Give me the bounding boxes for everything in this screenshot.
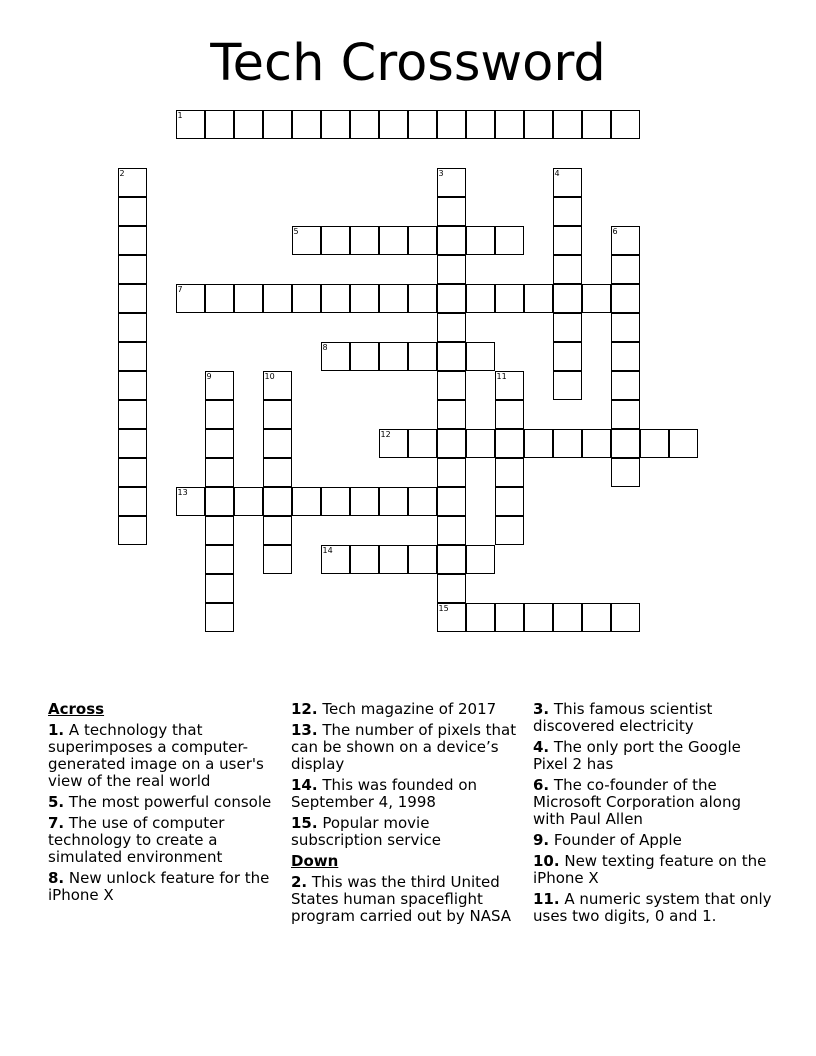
grid-cell[interactable]	[263, 371, 292, 400]
clue-down-6	[533, 777, 773, 828]
grid-cell[interactable]	[495, 400, 524, 429]
grid-cell[interactable]	[553, 168, 582, 197]
grid-cell[interactable]	[350, 284, 379, 313]
grid-cell[interactable]	[234, 284, 263, 313]
grid-cell[interactable]	[350, 110, 379, 139]
grid-cell[interactable]	[350, 226, 379, 255]
grid-cell[interactable]	[263, 516, 292, 545]
cell-number: 2	[119, 168, 125, 178]
grid-cell[interactable]	[176, 487, 205, 516]
grid-cell[interactable]	[118, 342, 147, 371]
grid-cell[interactable]	[553, 371, 582, 400]
clue-across-15	[291, 815, 517, 849]
grid-cell[interactable]	[437, 342, 466, 371]
grid-cell[interactable]	[437, 168, 466, 197]
clue-text: The use of computer technology to create a simulated environment	[48, 814, 225, 866]
clue-number: 14.	[291, 776, 318, 794]
grid-cell[interactable]	[408, 226, 437, 255]
clue-text: The most powerful console	[68, 793, 272, 811]
grid-cell[interactable]	[669, 429, 698, 458]
grid-cell[interactable]	[466, 429, 495, 458]
clues-column-2	[291, 701, 517, 929]
grid-cell[interactable]	[118, 197, 147, 226]
grid-cell[interactable]	[611, 400, 640, 429]
clue-down-3	[533, 701, 773, 735]
grid-cell[interactable]	[263, 487, 292, 516]
grid-cell[interactable]	[495, 458, 524, 487]
grid-cell[interactable]	[263, 400, 292, 429]
grid-cell[interactable]	[495, 429, 524, 458]
grid-cell[interactable]	[611, 255, 640, 284]
grid-cell[interactable]	[379, 545, 408, 574]
grid-cell[interactable]	[321, 545, 350, 574]
grid-cell[interactable]	[495, 603, 524, 632]
grid-cell[interactable]	[292, 284, 321, 313]
grid-cell[interactable]	[553, 429, 582, 458]
grid-cell[interactable]	[408, 487, 437, 516]
grid-cell[interactable]	[321, 284, 350, 313]
grid-cell[interactable]	[553, 284, 582, 313]
clue-text: The only port the Google Pixel 2 has	[533, 738, 741, 773]
grid-cell[interactable]	[437, 313, 466, 342]
clue-down-11	[533, 891, 773, 925]
clue-across-7	[48, 815, 274, 866]
cell-number: 14	[322, 545, 333, 555]
grid-cell[interactable]	[437, 545, 466, 574]
grid-cell[interactable]	[611, 429, 640, 458]
grid-cell[interactable]	[437, 110, 466, 139]
grid-cell[interactable]	[553, 110, 582, 139]
grid-cell[interactable]	[176, 110, 205, 139]
grid-cell[interactable]	[118, 429, 147, 458]
grid-cell[interactable]	[205, 284, 234, 313]
grid-cell[interactable]	[350, 342, 379, 371]
grid-cell[interactable]	[437, 429, 466, 458]
grid-cell[interactable]	[350, 545, 379, 574]
clue-number: 2.	[291, 873, 308, 891]
grid-cell[interactable]	[205, 516, 234, 545]
clue-text: Founder of Apple	[553, 831, 682, 849]
grid-cell[interactable]	[263, 284, 292, 313]
grid-cell[interactable]	[553, 197, 582, 226]
grid-cell[interactable]	[118, 371, 147, 400]
grid-cell[interactable]	[379, 284, 408, 313]
cell-number: 11	[496, 371, 507, 381]
grid-cell[interactable]	[118, 458, 147, 487]
grid-cell[interactable]	[321, 110, 350, 139]
grid-cell[interactable]	[118, 400, 147, 429]
across-heading: Across	[48, 700, 105, 718]
clue-text: The co-founder of the Microsoft Corporation along with Paul Allen	[533, 776, 741, 828]
grid-cell[interactable]	[553, 255, 582, 284]
grid-cell[interactable]	[379, 110, 408, 139]
grid-cell[interactable]	[379, 487, 408, 516]
clue-across-13	[291, 722, 517, 773]
clue-across-5	[48, 794, 274, 811]
grid-cell[interactable]	[611, 284, 640, 313]
cell-number: 6	[612, 226, 618, 236]
grid-cell[interactable]	[466, 342, 495, 371]
clue-number: 5.	[48, 793, 65, 811]
grid-cell[interactable]	[263, 429, 292, 458]
grid-cell[interactable]	[582, 110, 611, 139]
grid-cell[interactable]	[466, 226, 495, 255]
grid-cell[interactable]	[176, 284, 205, 313]
grid-cell[interactable]	[234, 110, 263, 139]
clue-number: 11.	[533, 890, 560, 908]
grid-cell[interactable]	[611, 342, 640, 371]
down-heading: Down	[291, 852, 339, 870]
clue-across-14	[291, 777, 517, 811]
grid-cell[interactable]	[408, 545, 437, 574]
grid-cell[interactable]	[292, 226, 321, 255]
grid-cell[interactable]	[118, 313, 147, 342]
clue-text: New texting feature on the iPhone X	[533, 852, 767, 887]
clue-number: 12.	[291, 700, 318, 718]
grid-cell[interactable]	[495, 226, 524, 255]
grid-cell[interactable]	[205, 574, 234, 603]
grid-cell[interactable]	[205, 110, 234, 139]
clue-down-4	[533, 739, 773, 773]
grid-cell[interactable]	[611, 603, 640, 632]
grid-cell[interactable]	[495, 110, 524, 139]
cell-number: 12	[380, 429, 391, 439]
grid-cell[interactable]	[495, 371, 524, 400]
grid-cell[interactable]	[205, 545, 234, 574]
clue-down-10	[533, 853, 773, 887]
grid-cell[interactable]	[611, 110, 640, 139]
clue-number: 7.	[48, 814, 65, 832]
clue-text: Tech magazine of 2017	[322, 700, 497, 718]
grid-cell[interactable]	[437, 574, 466, 603]
grid-cell[interactable]	[466, 110, 495, 139]
grid-cell[interactable]	[379, 429, 408, 458]
clue-text: A numeric system that only uses two digits, 0 and 1.	[533, 890, 772, 925]
clue-text: The number of pixels that can be shown on a device’s display	[291, 721, 517, 773]
grid-cell[interactable]	[205, 429, 234, 458]
grid-cell[interactable]	[118, 487, 147, 516]
grid-cell[interactable]	[437, 284, 466, 313]
clue-number: 3.	[533, 700, 550, 718]
grid-cell[interactable]	[205, 400, 234, 429]
grid-cell[interactable]	[205, 458, 234, 487]
grid-cell[interactable]	[321, 226, 350, 255]
cell-number: 7	[177, 284, 183, 294]
grid-cell[interactable]	[437, 516, 466, 545]
clue-down-2	[291, 874, 517, 925]
clue-number: 9.	[533, 831, 550, 849]
grid-cell[interactable]	[611, 371, 640, 400]
grid-cell[interactable]	[292, 110, 321, 139]
cell-number: 3	[438, 168, 444, 178]
grid-cell[interactable]	[118, 516, 147, 545]
clue-number: 6.	[533, 776, 550, 794]
grid-cell[interactable]	[553, 603, 582, 632]
clues-column-1	[48, 701, 274, 908]
clue-text: New unlock feature for the iPhone X	[48, 869, 270, 904]
grid-cell[interactable]	[553, 226, 582, 255]
grid-cell[interactable]	[611, 226, 640, 255]
clue-text: This famous scientist discovered electricity	[533, 700, 713, 735]
grid-cell[interactable]	[321, 342, 350, 371]
grid-cell[interactable]	[553, 313, 582, 342]
clue-number: 15.	[291, 814, 318, 832]
clue-down-9	[533, 832, 773, 849]
page-title: Tech Crossword	[210, 34, 606, 93]
clue-text: Popular movie subscription service	[291, 814, 441, 849]
grid-cell[interactable]	[524, 429, 553, 458]
grid-cell[interactable]	[205, 603, 234, 632]
grid-cell[interactable]	[524, 110, 553, 139]
grid-cell[interactable]	[408, 284, 437, 313]
grid-cell[interactable]	[611, 458, 640, 487]
cell-number: 9	[206, 371, 212, 381]
clue-text: This was founded on September 4, 1998	[291, 776, 478, 811]
clue-text: A technology that superimposes a computer-generated image on a user's view of the real world	[48, 721, 264, 790]
grid-cell[interactable]	[466, 284, 495, 313]
grid-cell[interactable]	[553, 342, 582, 371]
grid-cell[interactable]	[118, 168, 147, 197]
grid-cell[interactable]	[379, 342, 408, 371]
clue-number: 8.	[48, 869, 65, 887]
grid-cell[interactable]	[408, 429, 437, 458]
clue-number: 1.	[48, 721, 65, 739]
grid-cell[interactable]	[495, 516, 524, 545]
grid-cell[interactable]	[437, 487, 466, 516]
grid-cell[interactable]	[379, 226, 408, 255]
grid-cell[interactable]	[582, 284, 611, 313]
grid-cell[interactable]	[437, 603, 466, 632]
grid-cell[interactable]	[408, 342, 437, 371]
grid-cell[interactable]	[437, 458, 466, 487]
grid-cell[interactable]	[495, 487, 524, 516]
clue-number: 10.	[533, 852, 560, 870]
grid-cell[interactable]	[408, 110, 437, 139]
grid-cell[interactable]	[437, 371, 466, 400]
cell-number: 10	[264, 371, 275, 381]
grid-cell[interactable]	[524, 603, 553, 632]
grid-cell[interactable]	[495, 284, 524, 313]
grid-cell[interactable]	[437, 400, 466, 429]
grid-cell[interactable]	[263, 110, 292, 139]
grid-cell[interactable]	[350, 487, 379, 516]
grid-cell[interactable]	[611, 313, 640, 342]
grid-cell[interactable]	[437, 226, 466, 255]
grid-cell[interactable]	[118, 284, 147, 313]
grid-cell[interactable]	[437, 197, 466, 226]
grid-cell[interactable]	[321, 487, 350, 516]
grid-cell[interactable]	[437, 255, 466, 284]
grid-cell[interactable]	[263, 458, 292, 487]
grid-cell[interactable]	[524, 284, 553, 313]
clue-text: This was the third United States human spaceflight program carried out by NASA	[291, 873, 512, 925]
cell-number: 13	[177, 487, 188, 497]
clue-number: 13.	[291, 721, 318, 739]
clue-across-8	[48, 870, 274, 904]
clues-column-3	[533, 701, 773, 929]
grid-cell[interactable]	[263, 545, 292, 574]
clue-across-1	[48, 722, 274, 790]
grid-cell[interactable]	[205, 371, 234, 400]
grid-cell[interactable]	[205, 487, 234, 516]
cell-number: 1	[177, 110, 183, 120]
cell-number: 15	[438, 603, 449, 613]
grid-cell[interactable]	[466, 603, 495, 632]
clue-across-12	[291, 701, 517, 718]
cell-number: 5	[293, 226, 299, 236]
grid-cell[interactable]	[292, 487, 321, 516]
grid-cell[interactable]	[118, 226, 147, 255]
cell-number: 8	[322, 342, 328, 352]
grid-cell[interactable]	[582, 603, 611, 632]
clue-number: 4.	[533, 738, 550, 756]
grid-cell[interactable]	[466, 545, 495, 574]
grid-cell[interactable]	[118, 255, 147, 284]
grid-cell[interactable]	[234, 487, 263, 516]
cell-number: 4	[554, 168, 560, 178]
grid-cell[interactable]	[582, 429, 611, 458]
grid-cell[interactable]	[640, 429, 669, 458]
